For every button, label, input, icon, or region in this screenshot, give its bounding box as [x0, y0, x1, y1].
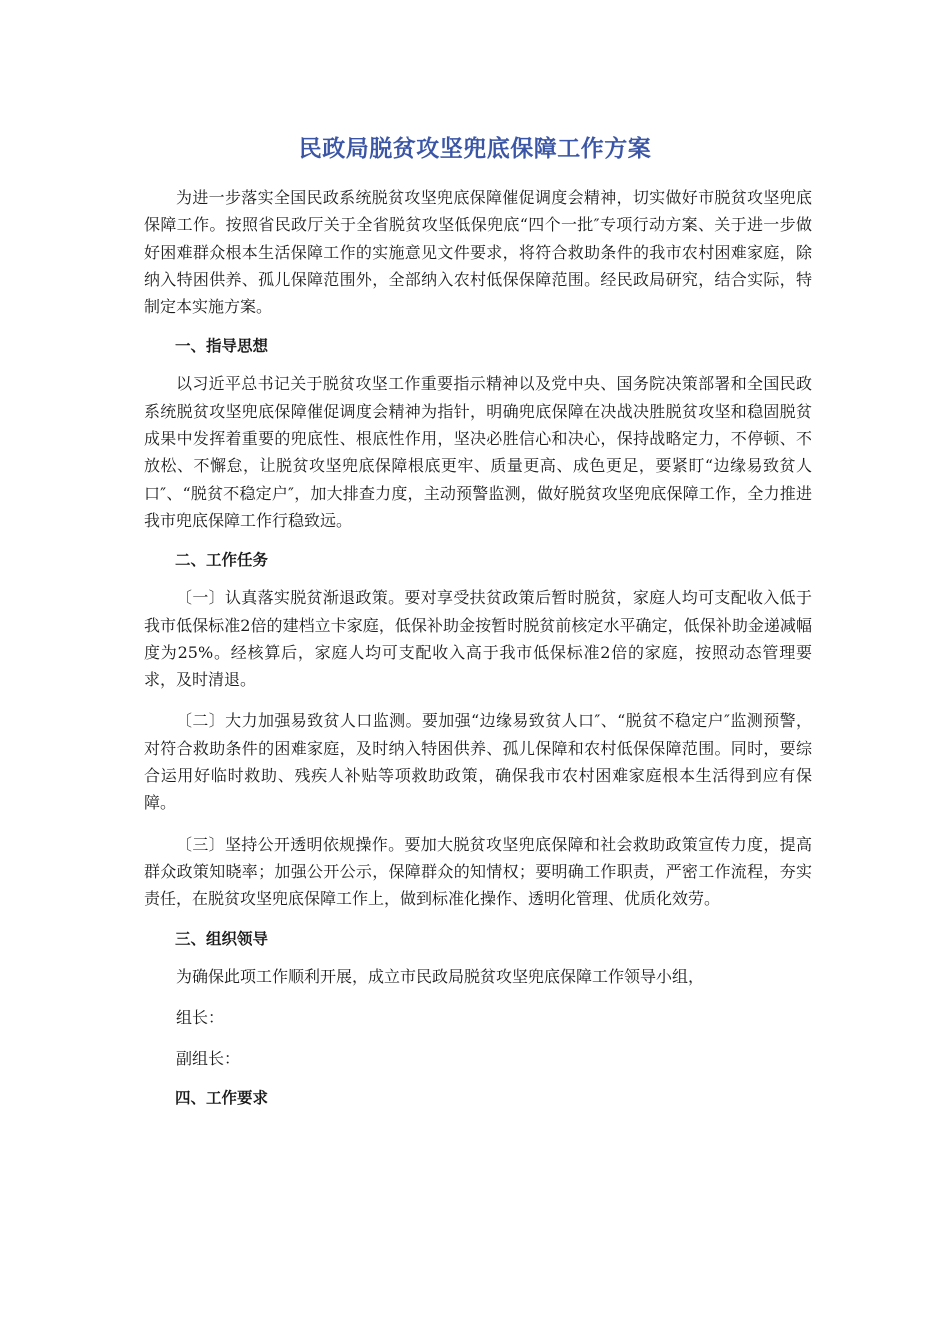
section-heading-organization: 三、组织领导 — [175, 929, 269, 948]
intro-paragraph: 为进一步落实全国民政系统脱贫攻坚兜底保障催促调度会精神，切实做好市脱贫攻坚兜底保障工作。按照省民政厅关于全省脱贫攻坚低保兜底“四个一批″专项行动方案、关于进一步做好困难群众根本生活保障工作的实施意见文件要求，将符合救助条件的我市农村困难家庭，除纳入特困供养、孤儿保障范围外，全部纳入农村低保保障范围。经民政局研究，结合实际，特制定本实施方案。 — [144, 188, 812, 317]
section-heading-guiding-thought: 一、指导思想 — [175, 337, 269, 356]
organization-paragraph: 为确保此项工作顺利开展，成立市民政局脱贫攻坚兜底保障工作领导小组， — [176, 966, 705, 986]
task-paragraph-2: 〔二〕大力加强易致贫人口监测。要加强“边缘易致贫人口″、“脱贫不稳定户″监测预警，对符合救助条件的困难家庭，及时纳入特困供养、孤儿保障和农村低保保障范围。同时，要综合运用好临时救助、残疾人补贴等项救助政策，确保我市农村困难家庭根本生活得到应有保障。 — [144, 711, 812, 813]
document-body — [144, 184, 812, 1122]
group-leader-line: 组长： — [176, 1007, 225, 1027]
document-title: 民政局脱贫攻坚兜底保障工作方案 — [298, 136, 652, 162]
task-paragraph-1: 〔一〕认真落实脱贫渐退政策。要对享受扶贫政策后暂时脱贫，家庭人均可支配收入低于我市低保标准2倍的建档立卡家庭，低保补助金按暂时脱贫前核定水平确定，低保补助金递减幅度为25%。经核算后，家庭人均可支配收入高于我市低保标准2倍的家庭，按照动态管理要求，及时清退。 — [144, 588, 812, 690]
deputy-leader-line: 副组长： — [176, 1049, 241, 1069]
section-heading-requirements: 四、工作要求 — [175, 1089, 269, 1108]
section-heading-work-tasks: 二、工作任务 — [175, 551, 269, 570]
task-paragraph-3: 〔三〕坚持公开透明依规操作。要加大脱贫攻坚兜底保障和社会救助政策宣传力度，提高群众政策知晓率；加强公开公示，保障群众的知情权；要明确工作职责，严密工作流程，夯实责任，在脱贫攻坚兜底保障工作上，做到标准化操作、透明化管理、优质化效劳。 — [144, 834, 812, 909]
guiding-thought-paragraph: 以习近平总书记关于脱贫攻坚工作重要指示精神以及党中央、国务院决策部署和全国民政系统脱贫攻坚兜底保障催促调度会精神为指针，明确兜底保障在决战决胜脱贫攻坚和稳固脱贫成果中发挥着重要的兜底性、根底性作用，坚决必胜信心和决心，保持战略定力，不停顿、不放松、不懈怠，让脱贫攻坚兜底保障根底更牢、质量更高、成色更足，要紧盯“边缘易致贫人口″、“脱贫不稳定户″，加大排查力度，主动预警监测，做好脱贫攻坚兜底保障工作，全力推进我市兜底保障工作行稳致远。 — [144, 374, 812, 530]
